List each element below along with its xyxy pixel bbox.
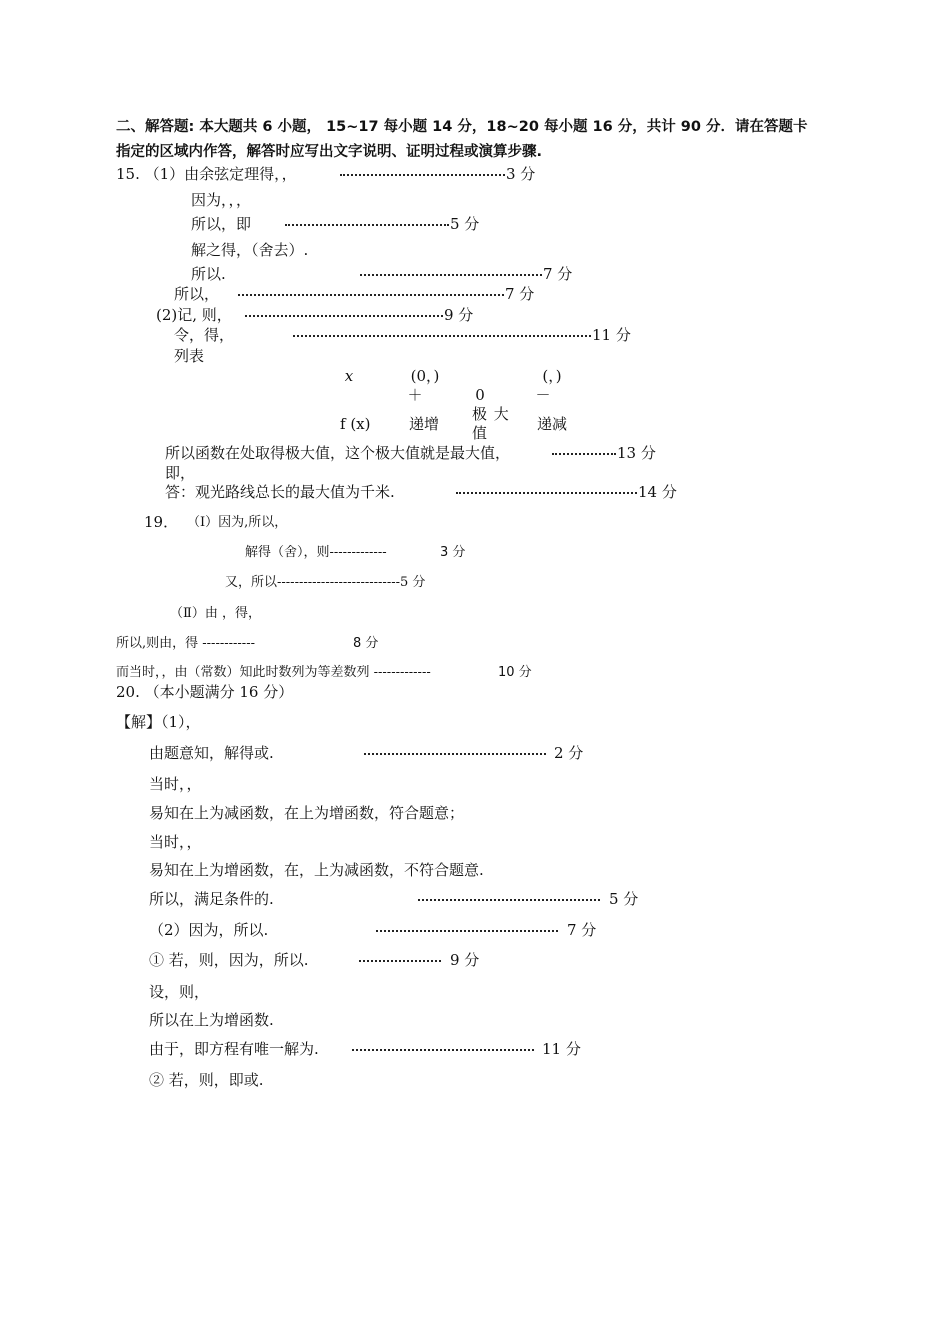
q19-score6: 10 分 <box>498 665 532 680</box>
q15-line7: (2)记, 则， <box>156 306 232 324</box>
q20-line1: 【解】（1）， <box>116 713 201 731</box>
q15-line11: 即， <box>165 464 196 482</box>
q19-number: 19． <box>144 513 179 531</box>
dot-leader <box>352 1039 534 1059</box>
q15-line2: 因为，，， <box>191 191 252 209</box>
q20-line5: 当时，， <box>149 833 202 851</box>
dot-leader <box>456 482 637 502</box>
dot-leader <box>552 443 616 463</box>
q15-line4: 解之得，（舍去）. <box>191 241 309 259</box>
q20-title: 20. （本小题满分 16 分） <box>116 683 294 701</box>
table-cell: (0，) <box>410 367 440 385</box>
q19-line6: 而当时，，由（常数）知此时数列为等差数列 ------------- <box>116 665 431 680</box>
q15-score12: 14 分 <box>638 483 677 501</box>
table-cell: 递减 <box>536 415 567 433</box>
table-cell: x <box>344 367 354 385</box>
q20-line12: 由于，即方程有唯一解为. <box>149 1040 319 1058</box>
q15-score5: 7 分 <box>543 265 573 283</box>
q20-line9: ① 若，则，因为，所以. <box>149 951 309 969</box>
dot-leader <box>418 889 600 909</box>
q20-line2: 由题意知，解得或. <box>149 744 274 762</box>
q20-line6: 易知在上为增函数，在，上为减函数，不符合题意. <box>149 861 484 879</box>
q20-line3: 当时，， <box>149 775 202 793</box>
table-cell: (，) <box>542 367 562 385</box>
q19-score2: 3 分 <box>440 545 466 560</box>
table-cell: 0 <box>475 386 485 404</box>
table-cell: 极 大 值 <box>472 405 510 442</box>
dot-leader <box>364 743 546 763</box>
table-cell: 递增 <box>408 415 439 433</box>
q15-score1: 3 分 <box>506 165 536 183</box>
q15-line12: 答：观光路线总长的最大值为千米. <box>165 483 395 501</box>
dot-leader <box>285 214 449 234</box>
q15-score10: 13 分 <box>617 444 656 462</box>
dot-leader <box>376 920 558 940</box>
table-cell: ＋ <box>407 386 423 404</box>
q20-score9: 9 分 <box>450 951 480 969</box>
q15-score8: 11 分 <box>592 326 631 344</box>
q20-score2: 2 分 <box>554 744 584 762</box>
q20-line13: ② 若，则，即或. <box>149 1071 264 1089</box>
q15-score3: 5 分 <box>450 215 480 233</box>
dot-leader <box>293 325 591 345</box>
q20-line11: 所以在上为增函数. <box>149 1011 274 1029</box>
dot-leader <box>360 264 542 284</box>
q20-line4: 易知在上为减函数，在上为增函数，符合题意； <box>149 804 465 822</box>
q15-line6: 所以， <box>174 285 220 303</box>
q15-line10: 所以函数在处取得极大值，这个极大值就是最大值， <box>165 444 511 462</box>
q19-line4: （Ⅱ）由 ，得， <box>170 606 261 621</box>
dot-leader <box>238 284 504 304</box>
q20-line8: （2）因为，所以. <box>149 921 269 939</box>
q15-line3: 所以，即 <box>191 215 252 233</box>
q19-line3: 又，所以----------------------------5 分 <box>225 575 426 590</box>
table-cell: － <box>535 386 551 404</box>
q19-score5: 8 分 <box>353 636 379 651</box>
q15-line8: 令，得， <box>174 326 235 344</box>
dot-leader <box>359 950 441 970</box>
section-heading-line1: 二、解答题: 本大题共 6 小题， 15~17 每小题 14 分，18~20 每小题 16 分，共计 90 分．请在答题卡 <box>116 119 808 135</box>
section-heading-line2: 指定的区域内作答，解答时应写出文字说明、证明过程或演算步骤. <box>116 144 543 160</box>
q15-line5: 所以. <box>191 265 226 283</box>
q20-score12: 11 分 <box>542 1040 581 1058</box>
q20-score7: 5 分 <box>609 890 639 908</box>
q15-score6: 7 分 <box>505 285 535 303</box>
q19-line2: 解得（舍），则------------- <box>245 545 387 560</box>
q19-line1: （Ⅰ）因为,所以， <box>187 515 288 530</box>
dot-leader <box>340 164 505 184</box>
q15-line1: 15. （1）由余弦定理得，， <box>116 165 297 183</box>
q20-score8: 7 分 <box>567 921 597 939</box>
q20-line7: 所以，满足条件的. <box>149 890 274 908</box>
table-cell: f (x) <box>340 415 371 433</box>
q15-line9: 列表 <box>174 347 205 365</box>
q19-line5: 所以,则由，得 ------------ <box>116 636 255 651</box>
dot-leader <box>245 305 443 325</box>
q15-score7: 9 分 <box>444 306 474 324</box>
q20-line10: 设，则， <box>149 983 210 1001</box>
